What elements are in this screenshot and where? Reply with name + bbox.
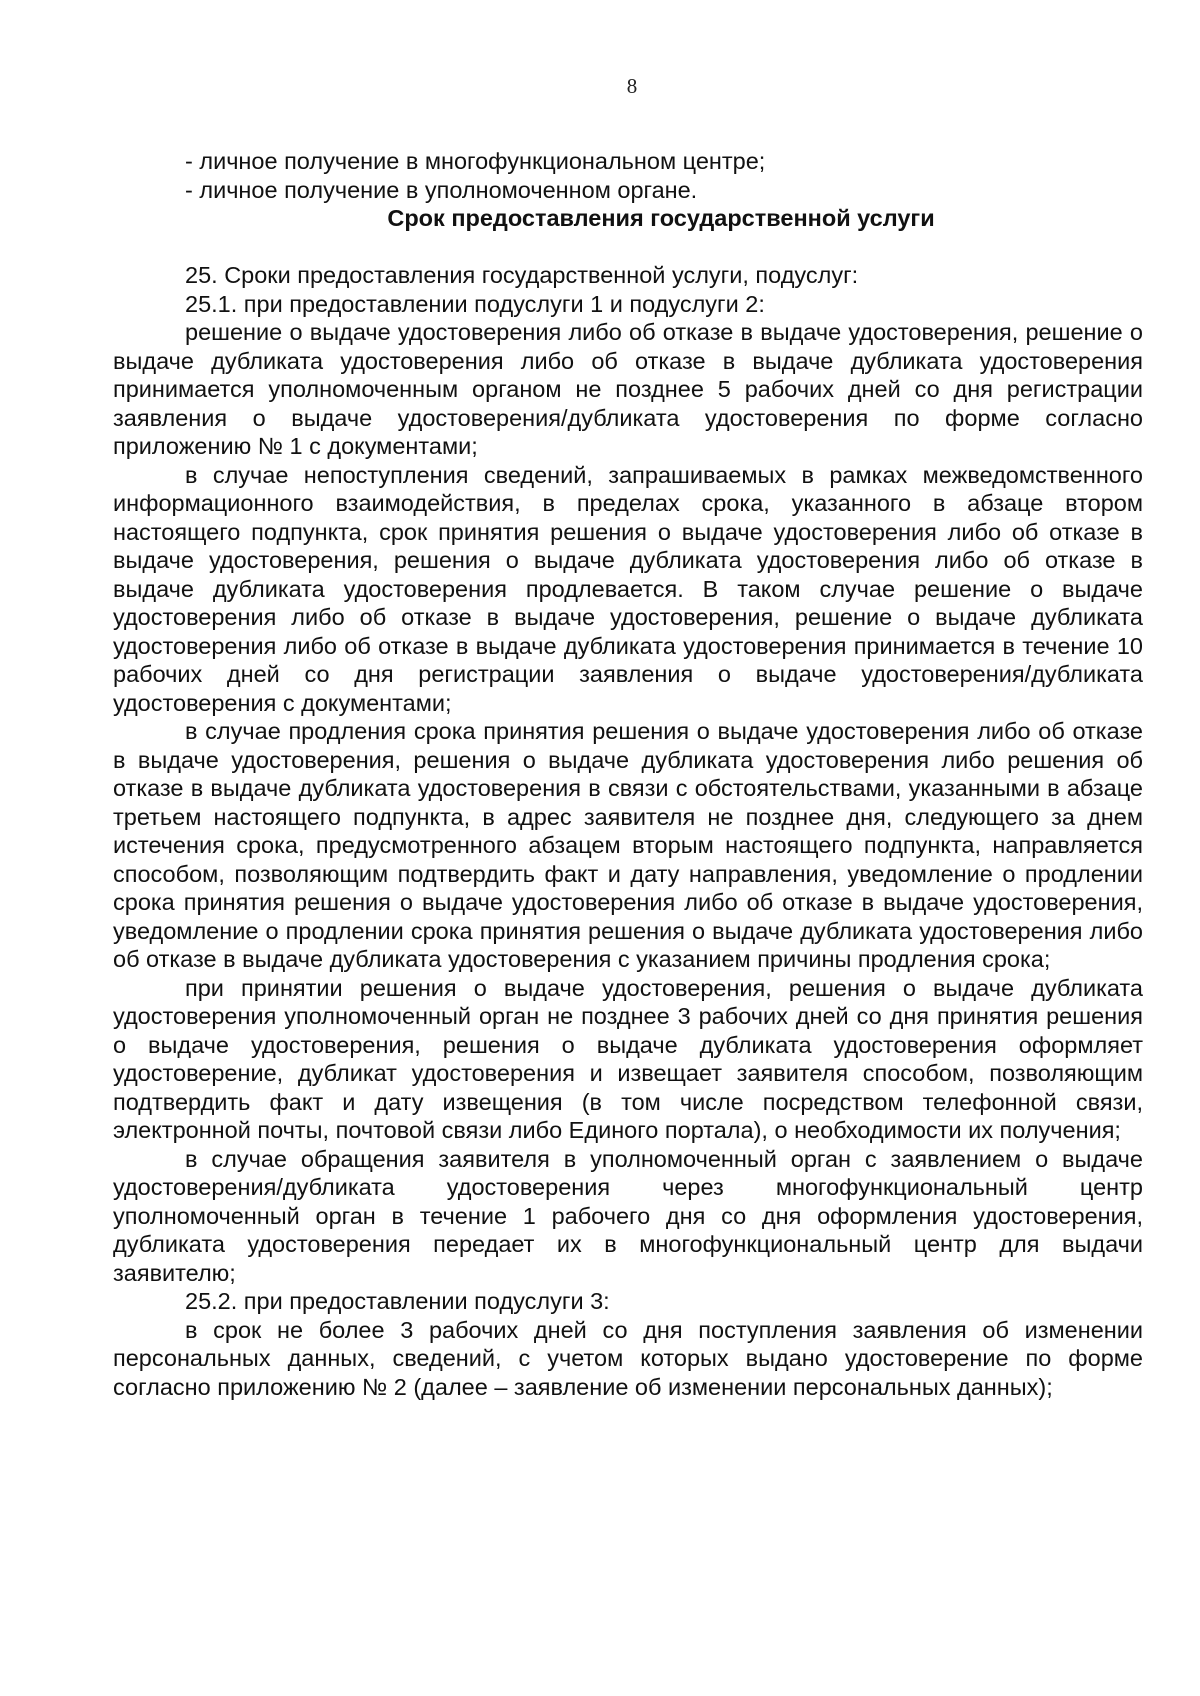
paragraph: в случае непоступления сведений, запрашиваемых в рамках межведомственного информационного взаимодействия, в пределах срока, указанного в абзаце втором настоящего подпункта, срок принятия решения о выдаче удостоверения либо об отказе в выдаче удостоверения, решения о выдаче дубликата удостоверения либо об отказе в выдаче дубликата удостоверения продлевается. В таком случае решение о выдаче удостоверения либо об отказе в выдаче удостоверения, решение о выдаче дубликата удостоверения либо об отказе в выдаче дубликата удостоверения принимается в течение 10 рабочих дней со дня регистрации заявления о выдаче удостоверения/дубликата удостоверения с документами;	[113, 461, 1143, 716]
list-item: - личное получение в уполномоченном органе.	[185, 176, 698, 203]
paragraph: в случае продления срока принятия решения о выдаче удостоверения либо об отказе в выдаче удостоверения, решения о выдаче дубликата удостоверения либо решения об отказе в выдаче дубликата удостоверения в связи с обстоятельствами, указанными в абзаце третьем настоящего подпункта, в адрес заявителя не позднее дня, следующего за днем истечения срока, предусмотренного абзацем вторым настоящего подпункта, направляется способом, позволяющим подтвердить факт и дату направления, уведомление о продлении срока принятия решения о выдаче удостоверения либо об отказе в выдаче удостоверения, уведомление о продлении срока принятия решения о выдаче дубликата удостоверения либо об отказе в выдаче дубликата удостоверения с указанием причины продления срока;	[113, 718, 1143, 972]
paragraph: 25. Сроки предоставления государственной услуги, подуслуг:	[185, 262, 859, 288]
page-number: 8	[626, 74, 638, 98]
paragraph: решение о выдаче удостоверения либо об отказе в выдаче удостоверения, решение о выдаче дубликата удостоверения либо об отказе в выдаче дубликата удостоверения принимается уполномоченным органом не позднее 5 рабочих дней со дня регистрации заявления о выдаче удостоверения/дубликата удостоверения по форме согласно приложению № 1 с документами;	[113, 319, 1143, 459]
document-body	[113, 147, 1143, 1401]
paragraph: при принятии решения о выдаче удостоверения, решения о выдаче дубликата удостоверения уполномоченный орган не позднее 3 рабочих дней со дня принятия решения о выдаче удостоверения, решения о выдаче дубликата удостоверения оформляет удостоверение, дубликат удостоверения и извещает заявителя способом, позволяющим подтвердить факт и дату извещения (в том числе посредством телефонной связи, электронной почты, почтовой связи либо Единого портала), о необходимости их получения;	[113, 974, 1143, 1143]
paragraph: 25.1. при предоставлении подуслуги 1 и подуслуги 2:	[185, 290, 765, 317]
paragraph: в срок не более 3 рабочих дней со дня поступления заявления об изменении персональных данных, сведений, с учетом которых выдано удостоверение по форме согласно приложению № 2 (далее – заявление об изменении персональных данных);	[113, 1316, 1143, 1400]
paragraph: 25.2. при предоставлении подуслуги 3:	[185, 1288, 610, 1314]
section-heading: Срок предоставления государственной услуги	[387, 205, 935, 231]
paragraph: в случае обращения заявителя в уполномоченный орган с заявлением о выдаче удостоверения/дубликата удостоверения через многофункциональный центр уполномоченный орган в течение 1 рабочего дня со дня оформления удостоверения, дубликата удостоверения передает их в многофункциональный центр для выдачи заявителю;	[113, 1145, 1143, 1286]
list-item: - личное получение в многофункциональном центре;	[185, 148, 766, 174]
